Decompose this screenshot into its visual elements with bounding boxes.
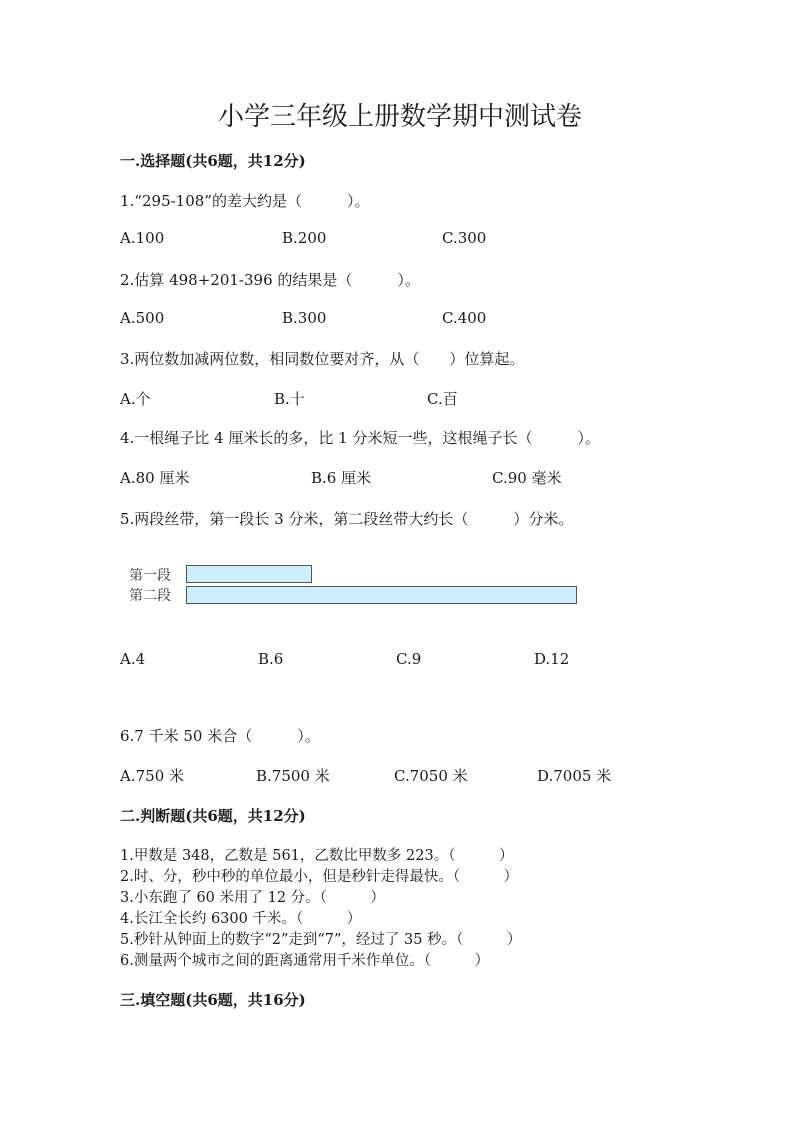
question-6: 6.7 千米 50 米合（ ）。 <box>120 727 320 745</box>
q6-option-d: D.7005 米 <box>537 767 612 785</box>
q4-option-c: C.90 毫米 <box>492 469 562 487</box>
q6-option-c: C.7050 米 <box>394 767 468 785</box>
ribbon-label-first: 第一段 <box>129 568 171 584</box>
question-1: 1.“295-108”的差大约是（ ）。 <box>120 192 370 210</box>
section-heading-fill-in: 三.填空题(共6题，共16分) <box>120 991 306 1009</box>
tf-item-2: 2.时、分，秒中秒的单位最小，但是秒针走得最快。（ ） <box>120 869 519 885</box>
q6-option-a: A.750 米 <box>120 767 184 785</box>
q4-option-a: A.80 厘米 <box>120 469 190 487</box>
q1-option-a: A.100 <box>120 229 165 247</box>
q5-option-d: D.12 <box>534 650 570 668</box>
q3-option-a: A.个 <box>120 390 151 408</box>
question-2: 2.估算 498+201-396 的结果是（ ）。 <box>120 271 420 289</box>
question-3: 3.两位数加减两位数，相同数位要对齐，从（ ）位算起。 <box>120 350 525 368</box>
question-5: 5.两段丝带，第一段长 3 分米，第二段丝带大约长（ ）分米。 <box>120 510 574 528</box>
q1-option-c: C.300 <box>442 229 487 247</box>
q3-option-c: C.百 <box>427 390 458 408</box>
ribbon-label-second: 第二段 <box>129 588 171 604</box>
page-title: 小学三年级上册数学期中测试卷 <box>217 102 582 132</box>
q5-option-b: B.6 <box>258 650 284 668</box>
tf-item-1: 1.甲数是 348，乙数是 561，乙数比甲数多 223。（ ） <box>120 848 514 864</box>
tf-item-6: 6.测量两个城市之间的距离通常用千米作单位。（ ） <box>120 953 490 969</box>
q5-option-c: C.9 <box>396 650 422 668</box>
q4-option-b: B.6 厘米 <box>311 469 372 487</box>
ribbon-bar-first <box>186 565 312 583</box>
q2-option-a: A.500 <box>120 309 165 327</box>
q2-option-b: B.300 <box>282 309 327 327</box>
q1-option-b: B.200 <box>282 229 327 247</box>
tf-item-3: 3.小东跑了 60 米用了 12 分。（ ） <box>120 890 385 906</box>
q5-option-a: A.4 <box>120 650 146 668</box>
q3-option-b: B.十 <box>274 390 305 408</box>
q6-option-b: B.7500 米 <box>256 767 330 785</box>
tf-item-5: 5.秒针从钟面上的数字“2”走到“7”，经过了 35 秒。（ ） <box>120 932 522 948</box>
ribbon-bar-second <box>186 586 577 604</box>
section-heading-choice: 一.选择题(共6题，共12分) <box>120 152 306 170</box>
tf-item-4: 4.长江全长约 6300 千米。（ ） <box>120 911 362 927</box>
question-4: 4.一根绳子比 4 厘米长的多，比 1 分米短一些，这根绳子长（ ）。 <box>120 429 600 447</box>
section-heading-true-false: 二.判断题(共6题，共12分) <box>120 807 306 825</box>
q2-option-c: C.400 <box>442 309 487 327</box>
